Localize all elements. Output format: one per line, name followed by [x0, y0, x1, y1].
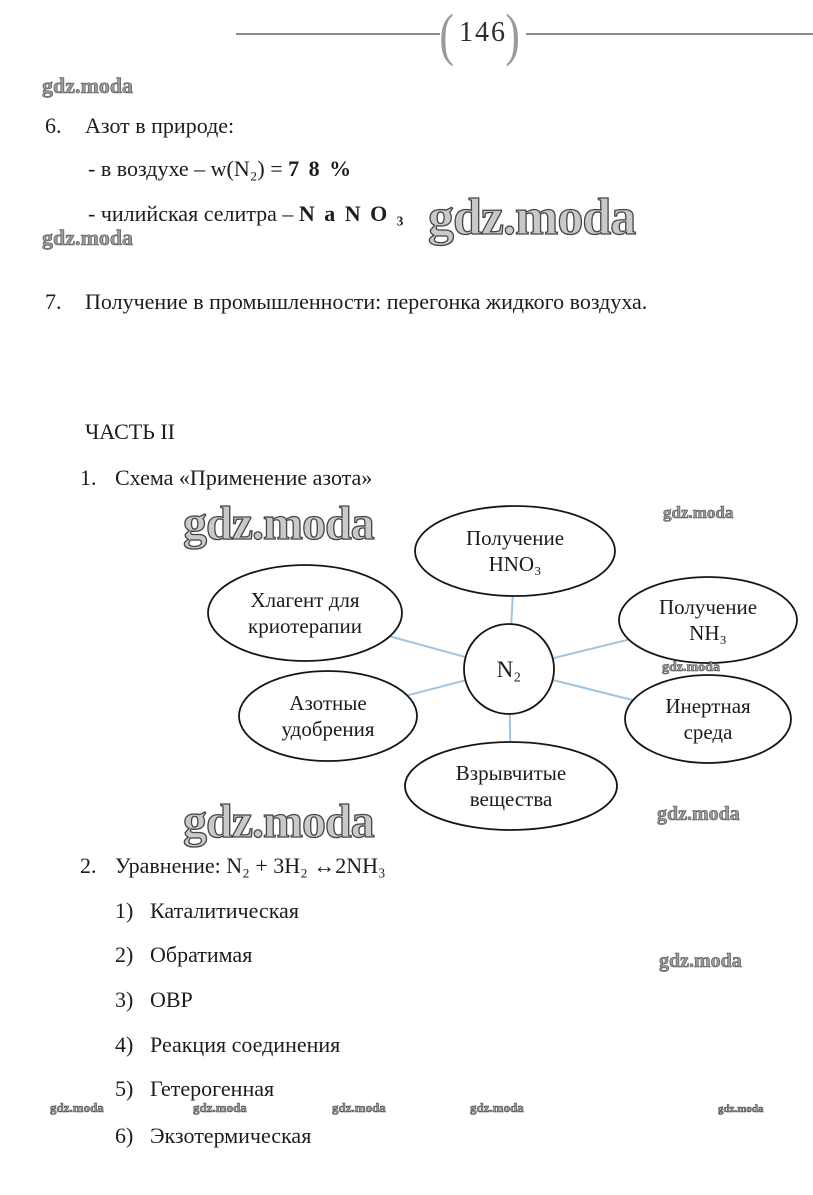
node-label: среда: [683, 720, 733, 744]
list-item-7: [45, 288, 647, 316]
sublist-item: [115, 897, 299, 925]
watermark: gdz.moda: [183, 497, 374, 550]
diagram-node-explosives: [405, 742, 617, 830]
list-text: Схема «Применение азота»: [115, 465, 373, 490]
list-number: 1.: [80, 465, 97, 490]
list-text: Экзотермическая: [150, 1123, 312, 1148]
watermark: gdz.moda: [42, 73, 134, 98]
sublist-item: [115, 986, 193, 1014]
list-number: 7.: [45, 289, 62, 314]
list-item-6a: [88, 155, 353, 183]
node-label: Азотные: [289, 691, 367, 715]
list-item-1: [80, 464, 372, 492]
list-text: - чилийская селитра –: [88, 201, 299, 226]
page-number-bracket-left: (: [439, 2, 454, 67]
node-label: Получение: [658, 595, 758, 619]
list-number: 4): [115, 1032, 134, 1057]
list-text: Азот в природе:: [85, 113, 235, 138]
sublist-item: [115, 941, 252, 969]
header-rule-right: [526, 33, 813, 35]
watermark: gdz.moda: [42, 225, 134, 250]
list-number: 5): [115, 1076, 134, 1101]
formula-bold: N a N O ₃: [298, 201, 406, 226]
value-bold: 7 8 %: [288, 156, 354, 181]
node-label: удобрения: [281, 717, 375, 741]
watermark: gdz.moda: [50, 1100, 104, 1115]
watermark: gdz.moda: [428, 189, 636, 246]
watermark: gdz.moda: [332, 1100, 386, 1115]
list-number: 2.: [80, 853, 97, 878]
node-label: Взрывчитые: [455, 761, 567, 785]
list-number: 1): [115, 898, 134, 923]
diagram-node-inert-medium: [625, 675, 791, 763]
watermark: gdz.moda: [183, 795, 374, 848]
sublist-item: [115, 1122, 311, 1150]
list-number: 3): [115, 987, 134, 1012]
list-text: Уравнение: N₂ + 3H₂ ↔2NH₃: [115, 853, 386, 878]
center-node-label: N₂: [496, 657, 522, 682]
watermark: gdz.moda: [663, 503, 734, 522]
sublist-item: [115, 1075, 274, 1103]
list-text: Получение в промышленности: перегонка жидкого воздуха.: [85, 289, 648, 314]
watermark: gdz.moda: [657, 803, 740, 825]
list-text: - в воздухе – w(N₂) =: [88, 156, 289, 181]
watermark: gdz.moda: [470, 1100, 524, 1115]
list-item-6b: [88, 200, 405, 228]
watermark: gdz.moda: [662, 660, 720, 675]
node-label: Получение: [465, 526, 565, 550]
list-item-2: [80, 852, 386, 880]
sublist-item: [115, 1031, 340, 1059]
node-label: Хлагент для: [250, 588, 360, 612]
list-text: Реакция соединения: [150, 1032, 341, 1057]
node-label: HNO₃: [488, 552, 542, 576]
node-label: вещества: [469, 787, 553, 811]
header-rule-left: [236, 33, 440, 35]
list-item-6: [45, 112, 234, 140]
section-heading: ЧАСТЬ II: [85, 419, 175, 444]
watermark: gdz.moda: [659, 950, 742, 972]
diagram-node-hno3: [415, 506, 615, 596]
watermark: gdz.moda: [718, 1103, 764, 1115]
node-label: NH₃: [689, 621, 727, 645]
diagram-node-fertilizers: [239, 671, 417, 761]
list-number: 2): [115, 942, 134, 967]
list-text: Каталитическая: [150, 898, 299, 923]
list-text: Гетерогенная: [150, 1076, 275, 1101]
page-number: 146: [459, 17, 507, 48]
diagram-node-nh3: [619, 577, 797, 663]
list-number: 6.: [45, 113, 62, 138]
node-label: Инертная: [665, 694, 751, 718]
watermark: gdz.moda: [193, 1100, 247, 1115]
node-label: криотерапии: [248, 614, 362, 638]
page-number-bracket-right: ): [505, 2, 520, 67]
diagram-node-cryotherapy: [208, 565, 402, 661]
list-number: 6): [115, 1123, 134, 1148]
list-text: Обратимая: [150, 942, 253, 967]
list-text: ОВР: [150, 987, 193, 1012]
